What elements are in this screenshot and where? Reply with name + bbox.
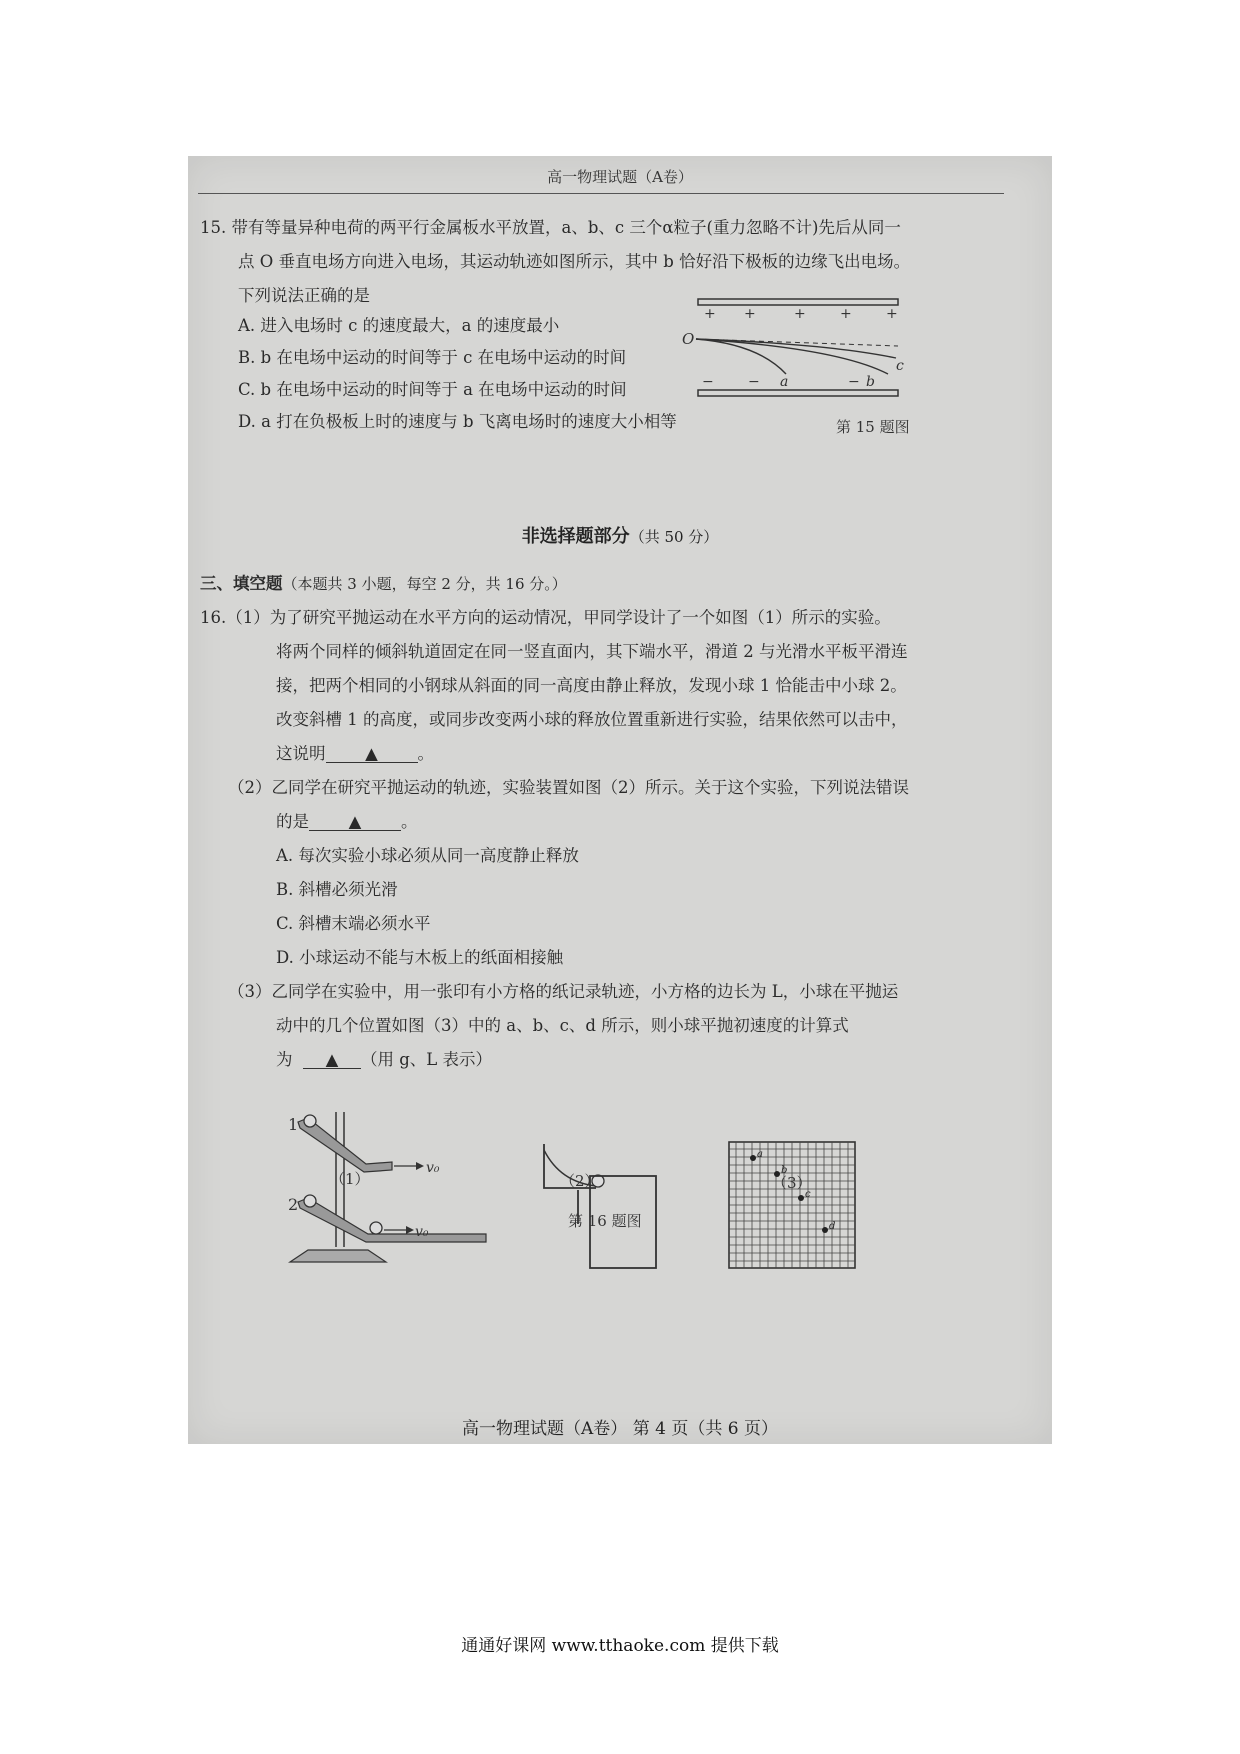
download-credit: 通通好课网 www.tthaoke.com 提供下载 [461, 1636, 779, 1656]
minus-sign: − [848, 374, 860, 390]
q16-p2-suffix: 。 [401, 812, 418, 831]
plus-sign: + [886, 306, 898, 322]
track-label-1: 1 [288, 1115, 299, 1134]
track-label-2: 2 [288, 1195, 299, 1214]
label-a: a [780, 374, 789, 390]
section-title-text: 非选择题部分 [521, 526, 630, 547]
q16-p3-line1: （3）乙同学在实验中，用一张印有小方格的纸记录轨迹，小方格的边长为 L，小球在平抛运 [228, 982, 899, 1001]
minus-sign: − [748, 374, 760, 390]
v0-label-2: v₀ [415, 1224, 429, 1240]
section-note: （共 50 分） [629, 528, 719, 546]
q16-p1-prefix: 这说明 [276, 744, 326, 763]
plus-sign: + [840, 306, 852, 322]
q16-p1-suffix: 。 [417, 744, 434, 763]
q15-line1: 15. 带有等量异种电荷的两平行金属板水平放置，a、b、c 三个α粒子(重力忽略不计)先后从同一 [200, 218, 901, 237]
q15-option-c: C. b 在电场中运动的时间等于 a 在电场中运动的时间 [238, 380, 627, 399]
point-d-label: d [829, 1221, 836, 1232]
answer-blank[interactable]: ▲ [326, 746, 418, 763]
q15-figure-caption: 第 15 题图 [836, 418, 910, 436]
q15-option-d: D. a 打在负极板上时的速度与 b 飞离电场时的速度大小相等 [238, 412, 677, 431]
minus-sign: − [702, 374, 714, 390]
q16-p3-line2: 动中的几个位置如图（3）中的 a、b、c、d 所示，则小球平抛初速度的计算式 [276, 1016, 849, 1035]
point-a-label: a [757, 1149, 763, 1160]
page-footer: 高一物理试题（A卷） 第 4 页（共 6 页） [462, 1419, 778, 1439]
q16-p2-line2 [276, 812, 418, 832]
q16-p3-prefix: 为 [276, 1050, 293, 1069]
q16-p2-option-a: A. 每次实验小球必须从同一高度静止释放 [276, 846, 579, 865]
q16-p1-line1: 16.（1）为了研究平抛运动在水平方向的运动情况，甲同学设计了一个如图（1）所示的实验。 [200, 608, 891, 627]
q16-figure-1 [288, 1112, 488, 1272]
exam-page [188, 156, 1052, 1444]
point-c-label: c [805, 1189, 811, 1200]
q16-p2-line1: （2）乙同学在研究平抛运动的轨迹，实验装置如图（2）所示。关于这个实验，下列说法错误 [228, 778, 909, 797]
subcaption-3: （3） [772, 1174, 812, 1192]
subcaption-2: （2） [560, 1172, 600, 1190]
q15-figure [658, 296, 918, 416]
label-c: c [896, 358, 904, 374]
label-o: O [682, 330, 695, 348]
answer-blank[interactable]: ▲ [309, 814, 401, 831]
q16-p1-line4: 改变斜槽 1 的高度，或同步改变两小球的释放位置重新进行实验，结果依然可以击中， [276, 710, 908, 729]
q15-line2: 点 O 垂直电场方向进入电场，其运动轨迹如图所示，其中 b 恰好沿下极板的边缘飞出电场。 [238, 252, 911, 271]
q16-figure-3 [728, 1141, 858, 1271]
q16-p2-option-d: D. 小球运动不能与木板上的纸面相接触 [276, 948, 564, 967]
part3-note: （本题共 3 小题，每空 2 分，共 16 分。） [282, 575, 567, 593]
point-b-label: b [781, 1165, 788, 1176]
q16-p3-suffix: （用 g、L 表示） [361, 1050, 493, 1069]
q16-p2-option-c: C. 斜槽末端必须水平 [276, 914, 431, 933]
subcaption-1: （1） [330, 1170, 370, 1188]
section-title [188, 522, 1052, 548]
part3-title: 三、填空题 [200, 574, 283, 593]
q16-p3-line3 [276, 1050, 492, 1070]
q16-p1-line2: 将两个同样的倾斜轨道固定在同一竖直面内，其下端水平，滑道 2 与光滑水平板平滑连 [276, 642, 908, 661]
v0-label-1: v₀ [426, 1160, 440, 1176]
q15-option-a: A. 进入电场时 c 的速度最大，a 的速度最小 [238, 316, 560, 335]
answer-blank[interactable]: ▲ [303, 1052, 361, 1069]
q16-p1-line3: 接，把两个相同的小钢球从斜面的同一高度由静止释放，发现小球 1 恰能击中小球 2。 [276, 676, 907, 695]
q16-p2-prefix: 的是 [276, 812, 309, 831]
q15-option-b: B. b 在电场中运动的时间等于 c 在电场中运动的时间 [238, 348, 627, 367]
q16-p2-option-b: B. 斜槽必须光滑 [276, 880, 398, 899]
q16-figure-2 [540, 1144, 660, 1274]
part3-heading [200, 574, 567, 594]
plus-sign: + [794, 306, 806, 322]
q16-p1-line5 [276, 744, 434, 764]
label-b: b [866, 374, 875, 390]
plus-sign: + [744, 306, 756, 322]
q16-figure-caption: 第 16 题图 [568, 1212, 642, 1230]
plus-sign: + [704, 306, 716, 322]
header-rule [198, 193, 1004, 194]
page-header: 高一物理试题（A卷） [547, 168, 693, 186]
q15-line3: 下列说法正确的是 [238, 286, 370, 305]
